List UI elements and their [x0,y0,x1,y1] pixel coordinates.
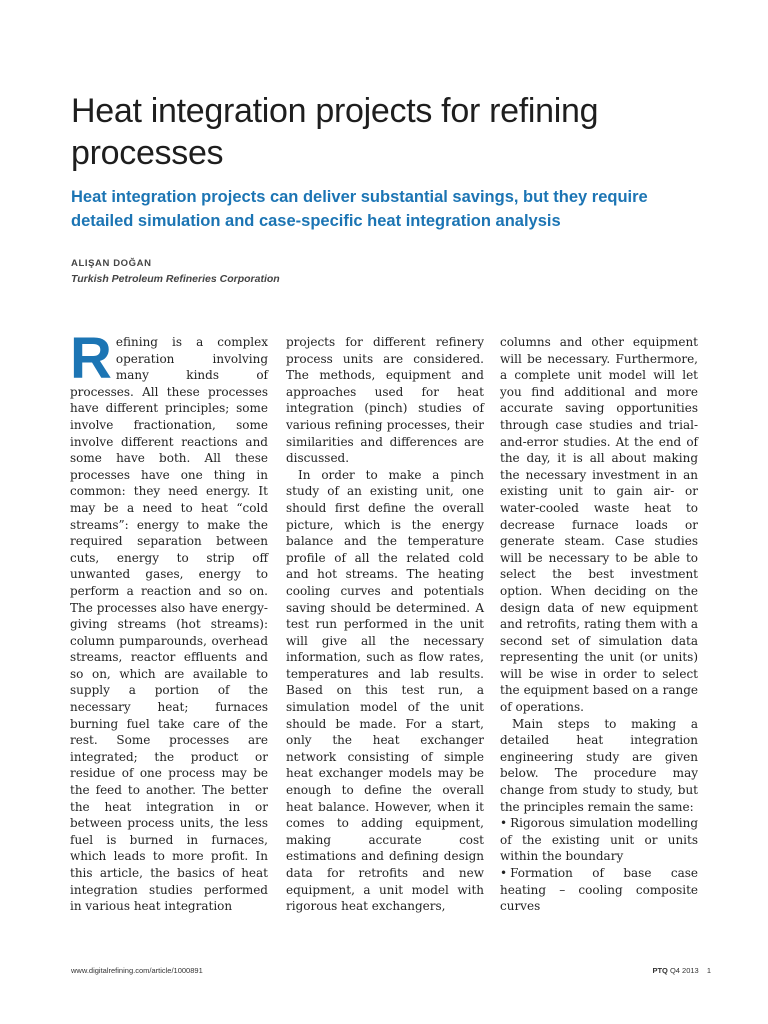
author-affiliation: Turkish Petroleum Refineries Corporation [71,273,280,285]
footer-article-link[interactable]: www.digitalrefining.com/article/1000891 [71,966,203,975]
article-subtitle: Heat integration projects can deliver substantial savings, but they require detailed simulation and case-specific heat integration analysis [71,188,648,230]
page-number: 1 [706,966,711,975]
body-paragraph: In order to make a pinch study of an existing unit, one should first define the overall picture, which is the energy balance and the temperature profile of all the related cold and hot streams. The heating cooling curves and potentials saving should be determined. A test run performed in the unit will give all the necessary information, such as flow rates, temperatures and lab results. Based on this test run, a simulation model of the unit should be made. For a start, only the heat exchanger network consisting of simple heat exchanger models may be enough to define the overall heat balance. However, when it comes to adding equipment, making accurate cost estimations and defining design data for retrofits and new equipment, a unit model with rigorous heat exchangers, [286,467,484,914]
bullet-text: Formation of base case heating – cooling composite curves [500,866,698,914]
body-paragraph [70,326,268,915]
body-paragraph: projects for different refinery process units are considered. The methods, equipment and approaches used for heat integration (pinch) studies of various refining processes, their similarities and differences are discussed. [286,335,484,466]
footer-issue-info [652,966,711,975]
drop-cap: R [70,326,112,391]
article-title: Heat integration projects for refining processes [71,92,599,172]
bullet-text: Rigorous simulation modelling of the existing unit or units within the boundary [500,816,698,864]
author-name: ALIŞAN DOĞAN [71,258,152,269]
bullet-icon: • [500,816,508,831]
body-column-1 [70,326,268,915]
body-column-3 [500,334,698,915]
issue-label: Q4 2013 [669,966,699,975]
publication-name: PTQ [652,966,668,975]
paragraph-text: efining is a complex operation involving many kinds of processes. All these processes have different principles; some involve fractionation, some involve different reactions and some have both. All these processes have one thing in common: they need energy. It may be a need to heat “cold streams”: energy to make the required separation between cuts, energy to strip off unwanted gases, energy to perform a reaction and so on. The processes also have energy-giving streams (hot streams): column pumparounds, overhead streams, reactor effluents and so on, which are available to supply a portion of the necessary heat; furnaces burning fuel take care of the rest. Some processes are integrated; the product or residue of one process may be the feed to another. The better the heat integration in or between process units, the less fuel is burned in furnaces, which leads to more profit. In this article, the basics of heat integration studies performed in various heat integration [70,335,268,914]
body-paragraph: Main steps to making a detailed heat integration engineering study are given below. The procedure may change from study to study, but the principles remain the same: [500,716,698,814]
body-paragraph: columns and other equipment will be necessary. Furthermore, a complete unit model will let you find additional and more accurate saving opportunities through case studies and trial-and-error studies. At the end of the day, it is all about making the necessary investment in an existing unit to gain air- or water-cooled waste heat to decrease furnace loads or generate steam. Case studies will be necessary to be able to select the best investment option. When deciding on the design data of new equipment and retrofits, rating them with a second set of simulation data representing the unit (or units) will be wise in order to select the equipment based on a range of operations. [500,335,698,715]
body-column-2 [286,334,484,915]
bullet-item [500,815,698,865]
bullet-item [500,865,698,915]
bullet-icon: • [500,866,508,880]
